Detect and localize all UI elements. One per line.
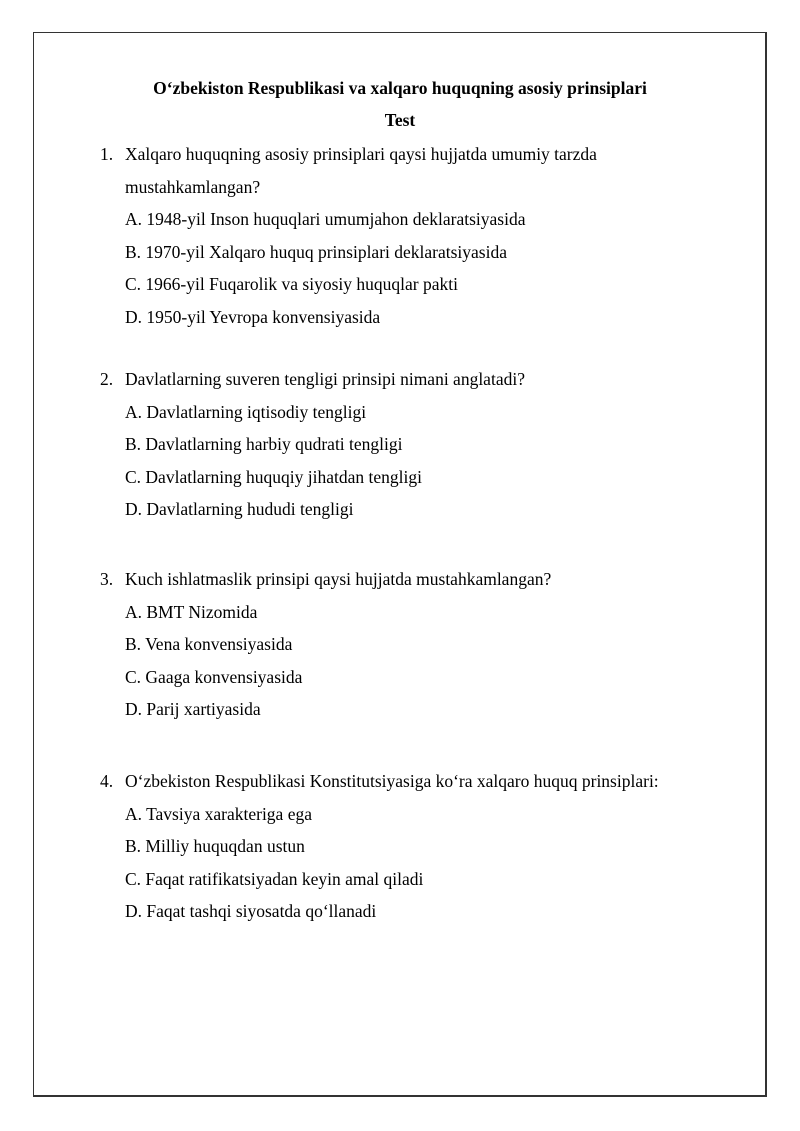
option-d: D. Faqat tashqi siyosatda qo‘llanadi xyxy=(125,901,377,921)
option-a: A. Davlatlarning iqtisodiy tengligi xyxy=(125,401,367,422)
option-b: B. Davlatlarning harbiy qudrati tengligi xyxy=(125,434,403,454)
option-b: B. 1970-yil Xalqaro huquq prinsiplari deklaratsiyasida xyxy=(125,241,508,262)
option-a: A. 1948-yil Inson huquqlari umumjahon deklaratsiyasida xyxy=(125,209,526,229)
option-d: D. Parij xartiyasida xyxy=(125,699,261,719)
option-c: C. Davlatlarning huquqiy jihatdan tengligi xyxy=(125,466,422,487)
question-text: Davlatlarning suveren tengligi prinsipi nimani anglatadi? xyxy=(125,369,525,389)
option-b: B. Milliy huquqdan ustun xyxy=(125,836,305,856)
option-d: D. 1950-yil Yevropa konvensiyasida xyxy=(125,306,381,327)
option-b: B. Vena konvensiyasida xyxy=(125,634,293,654)
document-subtitle: Test xyxy=(384,110,416,130)
question-text: O‘zbekiston Respublikasi Konstitutsiyasiga ko‘ra xalqaro huquq prinsiplari: xyxy=(125,771,659,791)
option-a: A. Tavsiya xarakteriga ega xyxy=(125,803,312,824)
question-text: Xalqaro huquqning asosiy prinsiplari qaysi hujjatda umumiy tarzda mustahkamlangan? xyxy=(125,144,597,197)
document-title: O‘zbekiston Respublikasi va xalqaro huquqning asosiy prinsiplari xyxy=(153,78,647,98)
option-c: C. 1966-yil Fuqarolik va siyosiy huquqlar pakti xyxy=(125,274,458,294)
question-text: Kuch ishlatmaslik prinsipi qaysi hujjatda mustahkamlangan? xyxy=(125,569,552,589)
option-c: C. Faqat ratifikatsiyadan keyin amal qiladi xyxy=(125,868,424,889)
question-number: 2. xyxy=(100,369,114,389)
question-number: 4. xyxy=(100,771,114,791)
question-number: 3. xyxy=(100,569,114,589)
option-c: C. Gaaga konvensiyasida xyxy=(125,666,303,687)
option-d: D. Davlatlarning hududi tengligi xyxy=(125,499,354,519)
question-number: 1. xyxy=(100,144,114,164)
option-a: A. BMT Nizomida xyxy=(125,601,258,622)
